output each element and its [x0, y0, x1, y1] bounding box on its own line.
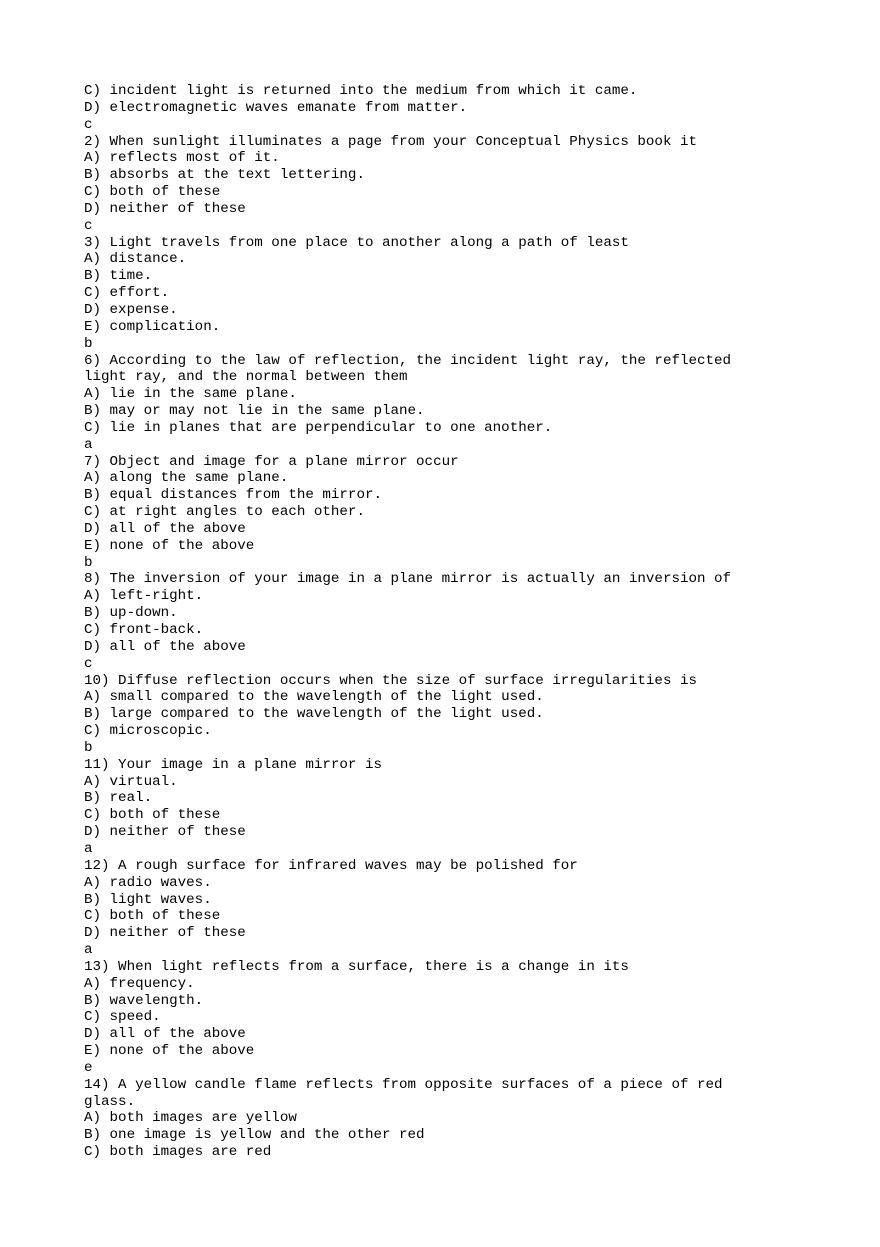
text-line: c: [84, 655, 93, 672]
text-line: B) one image is yellow and the other red: [84, 1127, 425, 1144]
text-line: C) at right angles to each other.: [84, 504, 365, 521]
text-line: A) reflects most of it.: [84, 150, 280, 167]
text-line: b: [84, 335, 93, 352]
text-line: 6) According to the law of reflection, the incident light ray, the reflected: [84, 352, 732, 369]
text-line: C) both of these: [84, 184, 221, 201]
text-line: glass.: [84, 1093, 136, 1110]
text-line: C) microscopic.: [84, 723, 212, 740]
text-line: B) large compared to the wavelength of the light used.: [84, 706, 544, 723]
text-line: B) equal distances from the mirror.: [84, 487, 382, 504]
text-line: e: [84, 1059, 93, 1076]
text-line: 10) Diffuse reflection occurs when the size of surface irregularities is: [84, 672, 697, 689]
text-line: C) speed.: [84, 1009, 161, 1026]
text-line: A) both images are yellow: [84, 1110, 297, 1127]
text-line: C) lie in planes that are perpendicular to one another.: [84, 419, 553, 436]
text-line: A) small compared to the wavelength of the light used.: [84, 689, 544, 706]
text-line: A) distance.: [84, 251, 187, 268]
text-line: D) all of the above: [84, 1026, 246, 1043]
text-line: B) up-down.: [84, 605, 178, 622]
text-line: c: [84, 116, 93, 133]
text-line: b: [84, 739, 93, 756]
text-line: B) light waves.: [84, 891, 212, 908]
text-line: D) neither of these: [84, 200, 246, 217]
text-line: A) virtual.: [84, 773, 178, 790]
text-line: B) may or may not lie in the same plane.: [84, 403, 425, 420]
text-line: D) electromagnetic waves emanate from matter.: [84, 99, 468, 116]
text-line: 11) Your image in a plane mirror is: [84, 756, 382, 773]
text-line: C) both images are red: [84, 1144, 272, 1161]
text-line: B) wavelength.: [84, 992, 204, 1009]
text-line: A) left-right.: [84, 588, 204, 605]
text-line: B) absorbs at the text lettering.: [84, 167, 365, 184]
text-line: 13) When light reflects from a surface, there is a change in its: [84, 958, 629, 975]
text-line: 3) Light travels from one place to another along a path of least: [84, 234, 629, 251]
text-line: light ray, and the normal between them: [84, 369, 408, 386]
text-line: c: [84, 217, 93, 234]
text-line: a: [84, 840, 93, 857]
text-line: 2) When sunlight illuminates a page from your Conceptual Physics book it: [84, 133, 697, 150]
text-line: C) effort.: [84, 285, 170, 302]
text-line: E) none of the above: [84, 1043, 255, 1060]
text-line: D) expense.: [84, 301, 178, 318]
text-line: C) both of these: [84, 908, 221, 925]
text-line: B) real.: [84, 790, 153, 807]
text-line: D) all of the above: [84, 520, 246, 537]
text-line: 7) Object and image for a plane mirror occur: [84, 453, 459, 470]
text-line: D) neither of these: [84, 824, 246, 841]
text-line: A) lie in the same plane.: [84, 386, 297, 403]
text-line: 12) A rough surface for infrared waves may be polished for: [84, 857, 578, 874]
text-line: 14) A yellow candle flame reflects from opposite surfaces of a piece of red: [84, 1076, 723, 1093]
text-line: C) incident light is returned into the medium from which it came.: [84, 83, 638, 99]
text-line: B) time.: [84, 268, 153, 285]
text-line: D) all of the above: [84, 638, 246, 655]
text-line: A) along the same plane.: [84, 470, 289, 487]
text-line: a: [84, 942, 93, 959]
text-line: 8) The inversion of your image in a plane mirror is actually an inversion of: [84, 571, 732, 588]
text-line: A) radio waves.: [84, 874, 212, 891]
text-line: D) neither of these: [84, 925, 246, 942]
text-line: b: [84, 554, 93, 571]
text-line: E) complication.: [84, 318, 221, 335]
text-line: E) none of the above: [84, 537, 255, 554]
text-line: A) frequency.: [84, 975, 195, 992]
text-line: a: [84, 436, 93, 453]
text-line: C) front-back.: [84, 622, 204, 638]
document-page: [84, 83, 844, 1161]
text-line: C) both of these: [84, 807, 221, 824]
